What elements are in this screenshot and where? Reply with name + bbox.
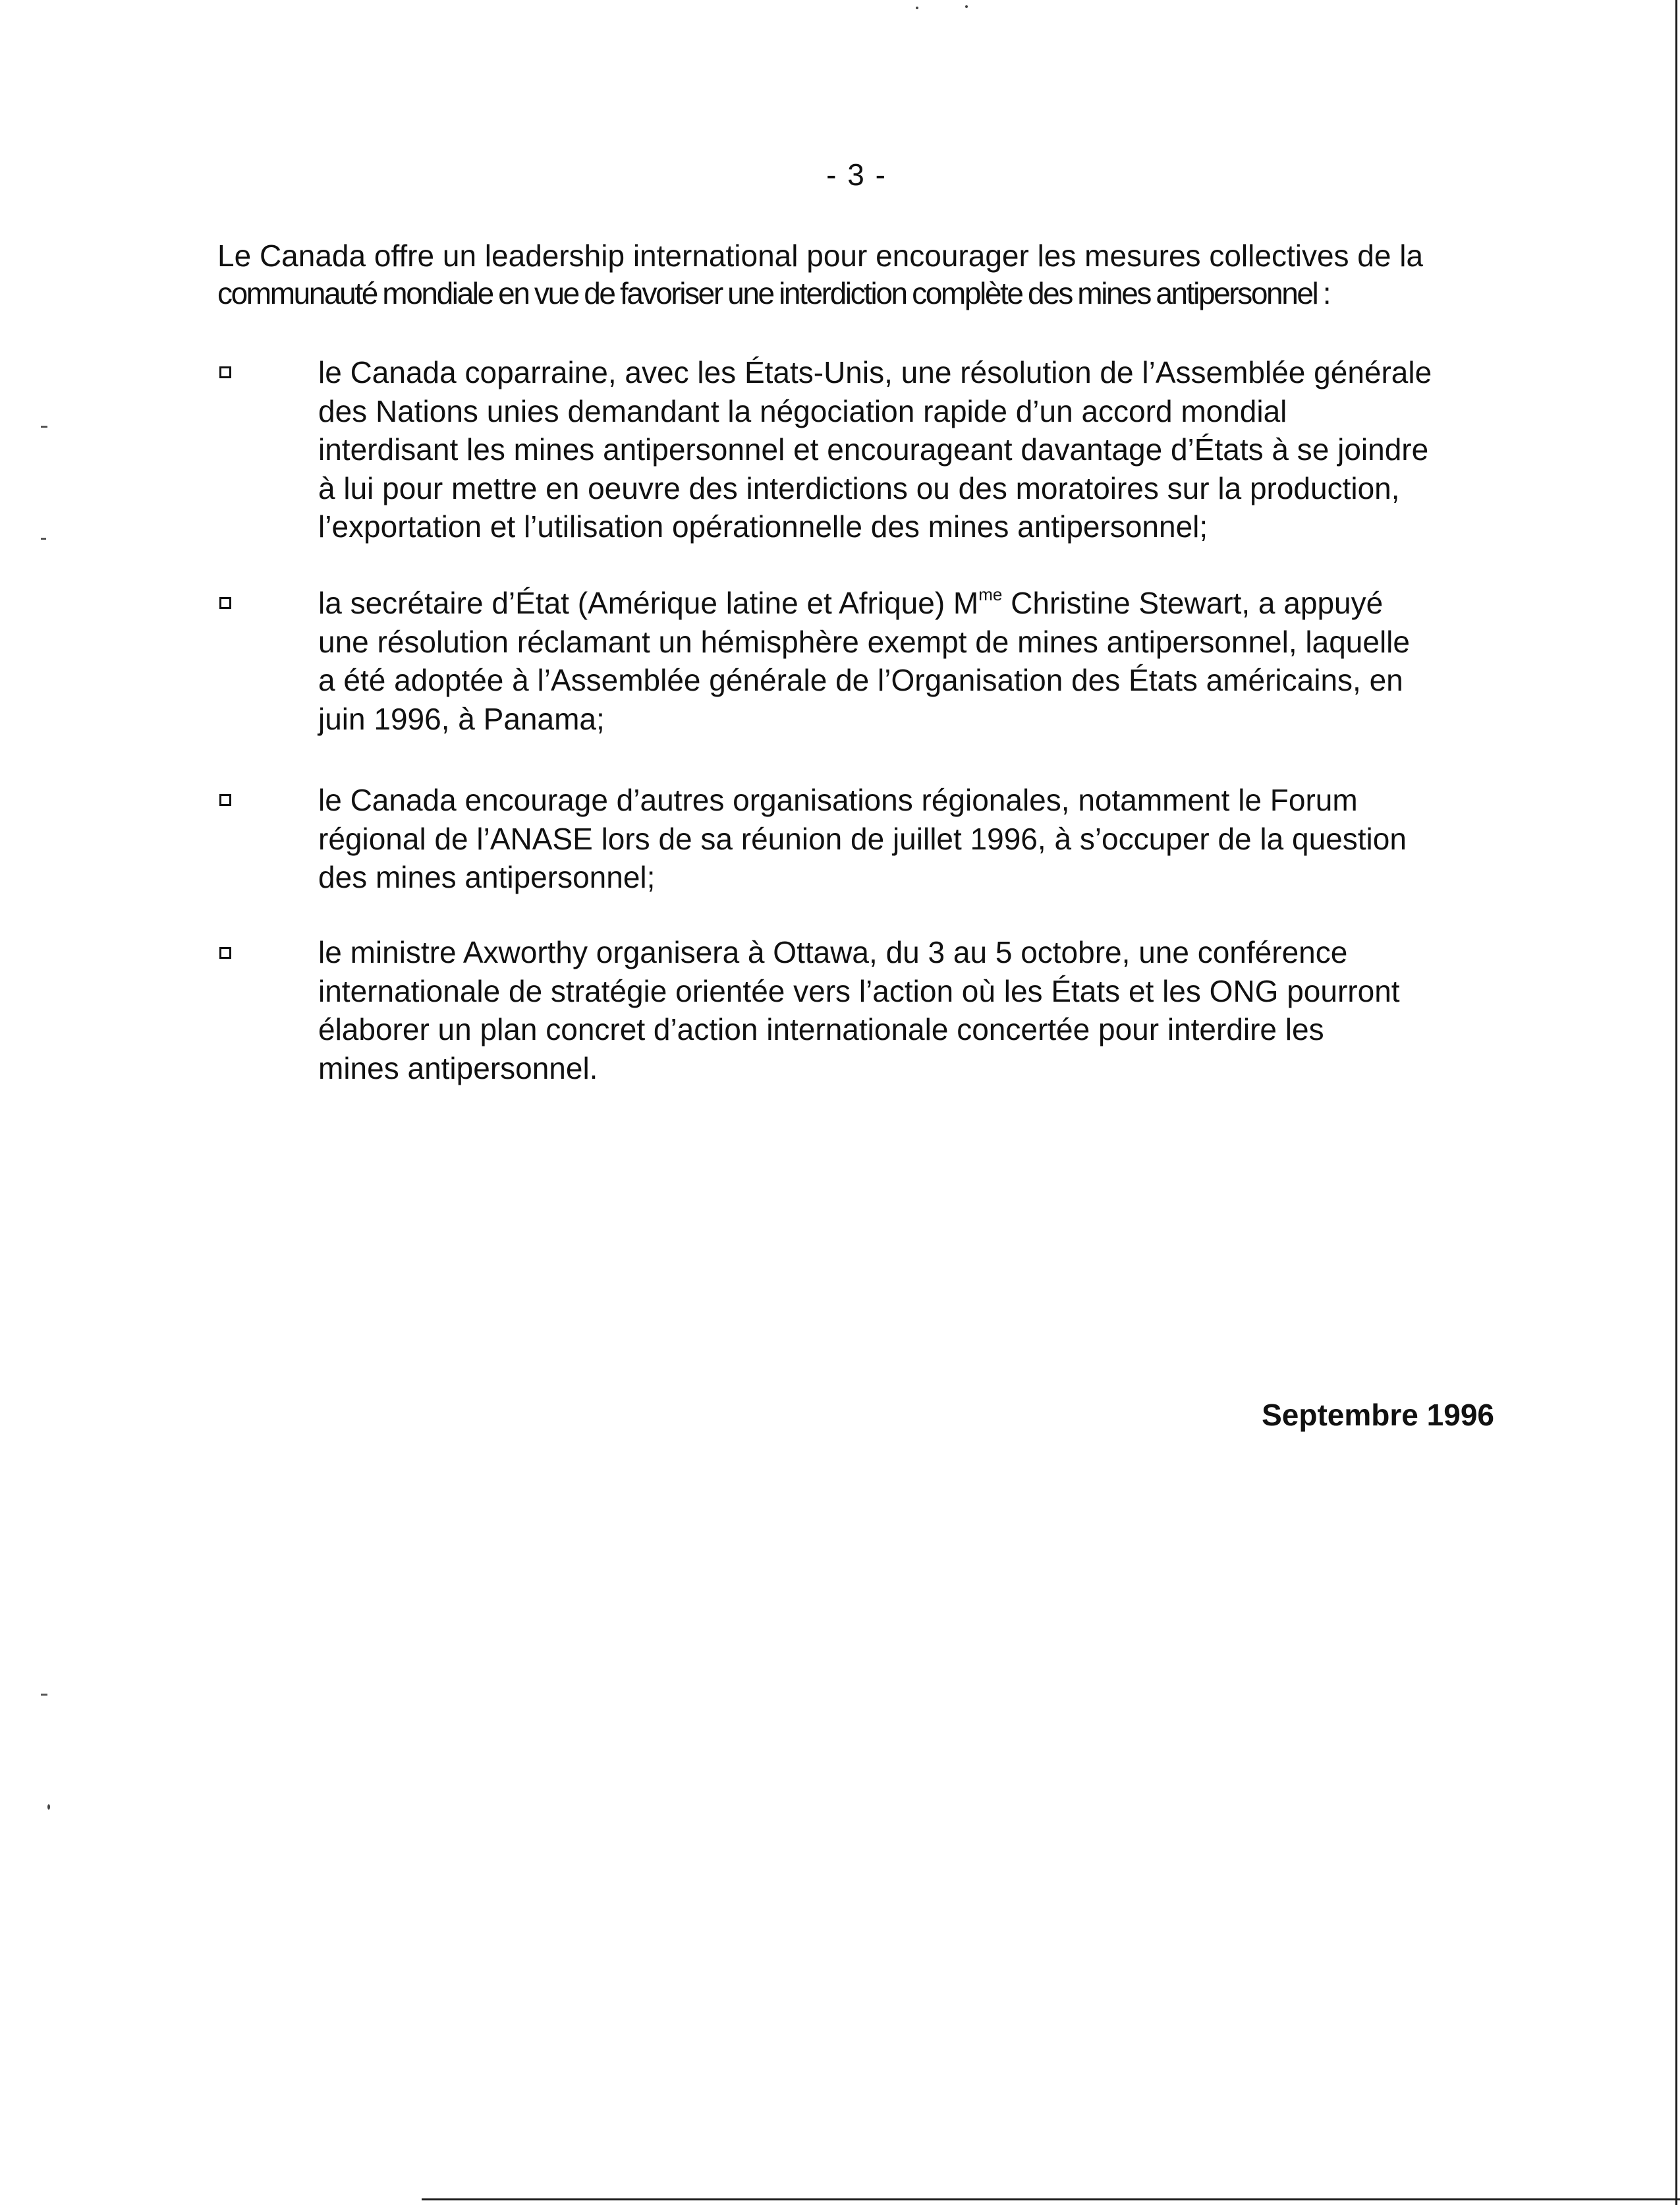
list-item-line-part: Christine Stewart, a appuyé bbox=[1002, 586, 1384, 620]
list-item-line: internationale de stratégie orientée vers l’action où les États et les ONG pourront bbox=[318, 973, 1400, 1008]
scan-speck bbox=[965, 5, 968, 8]
list-item-text bbox=[318, 933, 1504, 1087]
list-item-line: régional de l’ANASE lors de sa réunion de juillet 1996, à s’occuper de la question bbox=[318, 821, 1407, 856]
list-item-line: le ministre Axworthy organisera à Ottawa, du 3 au 5 octobre, une conférence bbox=[318, 935, 1348, 969]
list-item-line: a été adoptée à l’Assemblée générale de l’Organisation des États américains, en bbox=[318, 663, 1403, 697]
list-item-line-part: la secrétaire d’État (Amérique latine et Afrique) M bbox=[318, 586, 979, 620]
intro-line: communauté mondiale en vue de favoriser une interdiction complète des mines antipersonnel : bbox=[217, 276, 1330, 310]
square-bullet-icon bbox=[219, 794, 231, 806]
list-item-line: élaborer un plan concret d’action internationale concertée pour interdire les bbox=[318, 1012, 1324, 1046]
page-number: - 3 - bbox=[826, 158, 887, 192]
scan-speck bbox=[916, 7, 918, 9]
scan-mark bbox=[41, 426, 47, 428]
scan-mark bbox=[41, 538, 46, 540]
list-item-text bbox=[318, 353, 1504, 546]
list-item-text bbox=[318, 584, 1504, 738]
list-item-line: à lui pour mettre en oeuvre des interdictions ou des moratoires sur la production, bbox=[318, 471, 1400, 505]
intro-paragraph bbox=[217, 237, 1509, 312]
scan-border-right bbox=[1675, 0, 1677, 2205]
list-item-line: une résolution réclamant un hémisphère exempt de mines antipersonnel, laquelle bbox=[318, 624, 1410, 659]
superscript: me bbox=[978, 585, 1003, 604]
scan-mark bbox=[41, 1694, 47, 1696]
list-item-line: l’exportation et l’utilisation opérationnelle des mines antipersonnel; bbox=[318, 509, 1208, 544]
list-item-line: le Canada coparraine, avec les États-Unis, une résolution de l’Assemblée générale bbox=[318, 355, 1432, 389]
list-item-line: des Nations unies demandant la négociation rapide d’un accord mondial bbox=[318, 393, 1287, 428]
list-item-line: interdisant les mines antipersonnel et encourageant davantage d’États à se joindre bbox=[318, 432, 1429, 467]
square-bullet-icon bbox=[219, 366, 231, 378]
square-bullet-icon bbox=[219, 597, 231, 609]
list-item-line: mines antipersonnel. bbox=[318, 1050, 598, 1085]
document-date: Septembre 1996 bbox=[1262, 1398, 1494, 1432]
list-item-line: le Canada encourage d’autres organisations régionales, notamment le Forum bbox=[318, 783, 1358, 817]
square-bullet-icon bbox=[219, 947, 231, 959]
intro-line: Le Canada offre un leadership international pour encourager les mesures collectives de la bbox=[217, 239, 1424, 273]
list-item-line: des mines antipersonnel; bbox=[318, 860, 656, 894]
list-item-line: juin 1996, à Panama; bbox=[318, 701, 605, 736]
list-item-line bbox=[318, 584, 1504, 623]
list-item-text bbox=[318, 781, 1504, 897]
scan-border-bottom bbox=[422, 2198, 1680, 2200]
scan-speck bbox=[47, 1804, 50, 1810]
